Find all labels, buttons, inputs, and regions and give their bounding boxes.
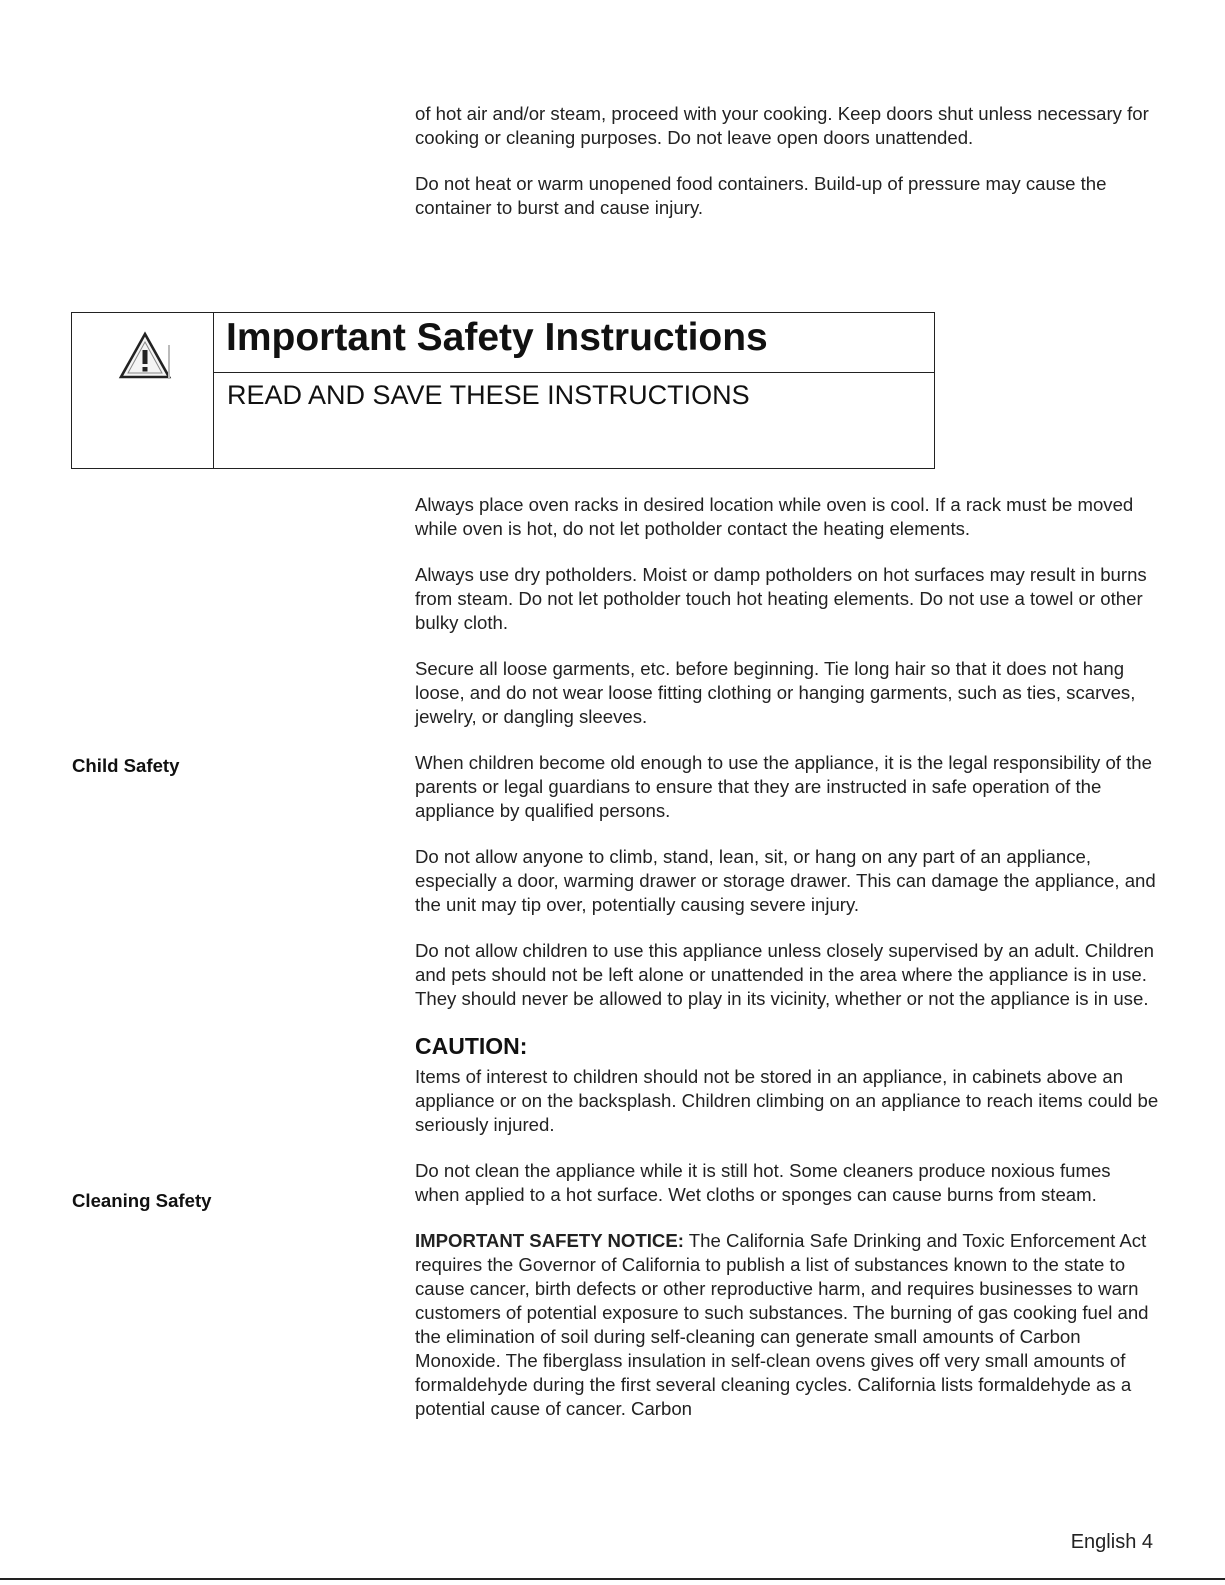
bottom-divider [0,1578,1225,1580]
safety-instructions-box [71,312,935,469]
child-safety-paragraph-3: Do not allow children to use this appliance unless closely supervised by an adult. Children and pets should not be left alone or unattended in the area where the appliance is in use. They should never be allowed to play in its vicinity, whether or not the appliance is in use. [415,940,1155,1009]
cleaning-safety-label: Cleaning Safety [72,1190,212,1211]
child-safety-paragraph-1: When children become old enough to use the appliance, it is the legal responsibility of the parents or legal guardians to ensure that they are instructed in safe operation of the appliance by qualified persons. [415,752,1152,821]
cleaning-safety-paragraph-1: Do not clean the appliance while it is still hot. Some cleaners produce noxious fumes when applied to a hot surface. Wet cloths or sponges can cause burns from steam. [415,1160,1111,1205]
california-notice-label: IMPORTANT SAFETY NOTICE: [415,1230,684,1251]
child-safety-label: Child Safety [72,755,180,776]
california-notice-text: The California Safe Drinking and Toxic Enforcement Act requires the Governor of California to publish a list of substances known to the state to cause cancer, birth defects or other reproductive harm, and requires businesses to warn customers of potential exposure to such substances. The burning of gas cooking fuel and the elimination of soil during self-cleaning can generate small amounts of Carbon Monoxide. The fiberglass insulation in self-clean ovens gives off very small amounts of formaldehyde during the first several cleaning cycles. California lists formaldehyde as a potential cause of cancer. Carbon [415,1230,1149,1419]
california-notice-paragraph [415,1229,1160,1421]
page-number: English 4 [1070,1531,1153,1553]
general-paragraph-2: Always use dry potholders. Moist or damp potholders on hot surfaces may result in burns from steam. Do not let potholder touch hot heating elements. Do not use a towel or other bulky cloth. [415,564,1147,633]
notice-title: Important Safety Instructions [214,313,934,373]
caution-heading: CAUTION: [415,1033,528,1059]
warning-icon-cell [72,313,214,468]
intro-paragraph-2: Do not heat or warm unopened food containers. Build-up of pressure may cause the container to burst and cause injury. [415,173,1107,218]
warning-triangle-icon [118,331,172,381]
intro-section [415,102,1155,242]
intro-paragraph-1: of hot air and/or steam, proceed with your cooking. Keep doors shut unless necessary for cooking or cleaning purposes. Do not leave open doors unattended. [415,103,1149,148]
notice-subtitle: READ AND SAVE THESE INSTRUCTIONS [227,380,750,410]
main-content [415,493,1160,1443]
caution-text: Items of interest to children should not be stored in an appliance, in cabinets above an appliance or on the backsplash. Children climbing on an appliance to reach items could be seriously injured. [415,1066,1159,1135]
general-paragraph-3: Secure all loose garments, etc. before beginning. Tie long hair so that it does not hang loose, and do not wear loose fitting clothing or hanging garments, such as ties, scarves, jewelry, or dangling sleeves. [415,658,1136,727]
child-safety-paragraph-2: Do not allow anyone to climb, stand, lean, sit, or hang on any part of an appliance, especially a door, warming drawer or storage drawer. This can damage the appliance, and the unit may tip over, potentially causing severe injury. [415,846,1156,915]
general-paragraph-1: Always place oven racks in desired location while oven is cool. If a rack must be moved while oven is hot, do not let potholder contact the heating elements. [415,494,1134,539]
